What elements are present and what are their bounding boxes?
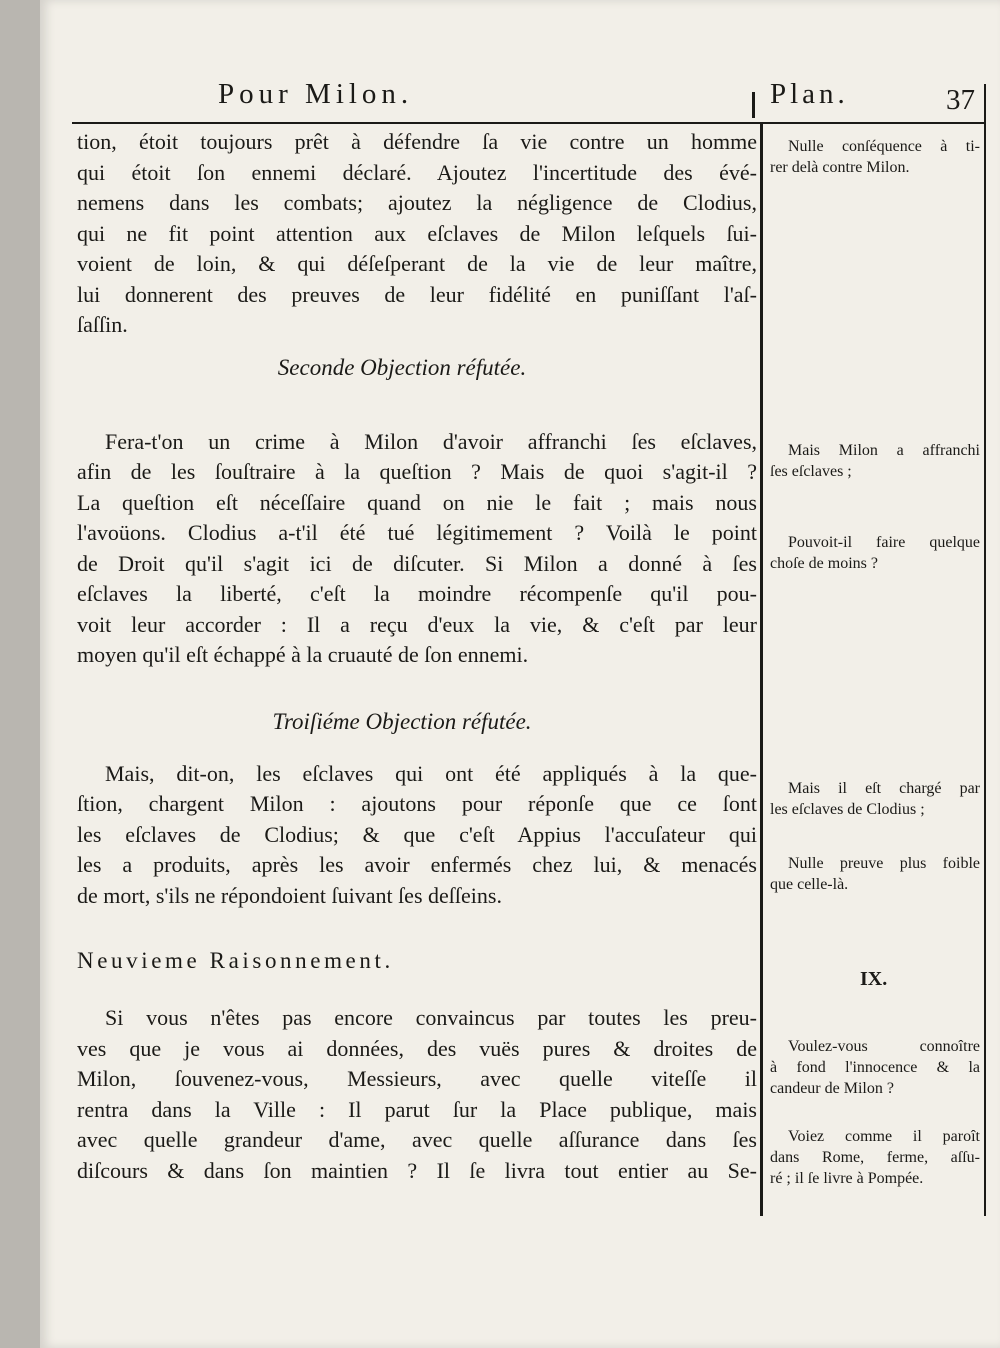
text-line: de mort, s'ils ne répondoient ſuivant ſes deſſeins. xyxy=(77,882,502,908)
header-divider xyxy=(752,92,755,118)
margin-note-line: Nulle conſéquence à ti- xyxy=(788,138,980,155)
paragraph-3 xyxy=(77,759,757,912)
text-line: Mais, dit-on, les eſclaves qui ont été appliqués à la que- xyxy=(105,760,757,786)
margin-note xyxy=(770,853,980,895)
margin-note xyxy=(770,1036,980,1099)
margin-note-line: rer delà contre Milon. xyxy=(770,159,910,176)
text-line: avec quelle grandeur d'ame, avec quelle aſſurance dans ſes xyxy=(77,1127,757,1152)
margin-note-line: Nulle preuve plus foible xyxy=(788,855,980,872)
margin-numeral: IX. xyxy=(860,968,888,990)
text-line: rentra dans la Ville : Il parut ſur la Place publique, mais xyxy=(77,1096,757,1122)
text-line: l'avoüons. Clodius a-t'il été tué légitimement ? Voilà le point xyxy=(77,520,757,545)
text-line: ſtion, chargent Milon : ajoutons pour réponſe que ce ſont xyxy=(77,791,757,816)
running-head-right: Plan. xyxy=(770,78,849,110)
margin-note-line: Voulez-vous connoître xyxy=(788,1038,980,1055)
text-line: diſcours & dans ſon maintien ? Il ſe livra tout entier au Se- xyxy=(77,1157,757,1183)
margin-note-line: candeur de Milon ? xyxy=(770,1080,894,1097)
spacer xyxy=(77,749,757,759)
subheading-third-objection: Troiſiéme Objection réfutée. xyxy=(272,708,532,734)
margin-note-line: à fond l'innocence & la xyxy=(770,1059,980,1076)
text-line: moyen qu'il eſt échappé à la cruauté de ſon ennemi. xyxy=(77,642,529,667)
margin-note xyxy=(770,440,980,482)
spacer xyxy=(77,911,757,931)
margin-note-line: ſes eſclaves ; xyxy=(770,463,852,480)
margin-note-line: Mais il eſt chargé par xyxy=(788,780,980,797)
margin-note-line: que celle-là. xyxy=(770,876,849,893)
spacer xyxy=(77,395,757,427)
main-text-column xyxy=(77,127,757,1186)
page-number: 37 xyxy=(946,84,975,116)
header-rule xyxy=(72,122,984,124)
margin-note-line: dans Rome, ferme, aſſu- xyxy=(770,1149,980,1166)
margin-note xyxy=(770,532,980,574)
paragraph-1 xyxy=(77,127,757,341)
margin-note xyxy=(770,1126,980,1189)
margin-note xyxy=(770,778,980,820)
spacer xyxy=(77,991,757,1003)
margin-note-line: choſe de moins ? xyxy=(770,555,878,572)
text-line: les eſclaves de Clodius; & que c'eſt Appius l'accuſateur qui xyxy=(77,821,757,847)
text-line: Milon, ſouvenez-vous, Messieurs, avec quelle viteſſe il xyxy=(77,1066,757,1091)
margin-note-line: Pouvoit-il faire quelque xyxy=(788,534,980,551)
margin-column-rule xyxy=(760,124,763,1216)
text-line: de Droit qu'il s'agit ici de diſcuter. Si Milon a donné à ſes xyxy=(77,550,757,576)
margin-note-line: Mais Milon a affranchi xyxy=(788,442,980,459)
margin-note-line: ré ; il ſe livre à Pompée. xyxy=(770,1170,924,1187)
margin-note xyxy=(770,136,980,178)
text-line: Fera-t'on un crime à Milon d'avoir affranchi ſes eſclaves, xyxy=(105,428,757,454)
text-line: ſaſſin. xyxy=(77,312,128,337)
paragraph-2 xyxy=(77,427,757,671)
text-line: qui étoit ſon ennemi déclaré. Ajoutez l'incertitude des évé- xyxy=(77,159,757,185)
text-line: afin de les ſouſtraire à la queſtion ? Mais de quoi s'agit-il ? xyxy=(77,459,757,484)
text-line: les a produits, après les avoir enfermés chez lui, & menacés xyxy=(77,852,757,877)
section-heading-ninth-argument: Neuvieme Raisonnement. xyxy=(77,948,394,973)
text-line: lui donnerent des preuves de leur fidélité en puniſſant l'aſ- xyxy=(77,281,757,307)
text-line: qui ne fit point attention aux eſclaves de Milon leſquels ſui- xyxy=(77,220,757,246)
text-line: voit leur accorder : Il a reçu d'eux la vie, & c'eſt par leur xyxy=(77,611,757,637)
text-line: voient de loin, & qui déſeſperant de la vie de leur maître, xyxy=(77,251,757,276)
text-line: La queſtion eſt néceſſaire quand on nie le fait ; mais nous xyxy=(77,489,757,515)
text-line: ves que je vous ai données, des vuës pures & droites de xyxy=(77,1035,757,1061)
running-head-left: Pour Milon. xyxy=(218,78,414,110)
text-line: tion, étoit toujours prêt à défendre ſa vie contre un homme xyxy=(77,129,757,154)
text-line: nemens dans les combats; ajoutez la négligence de Clodius, xyxy=(77,190,757,215)
spacer xyxy=(77,671,757,695)
margin-note-line: Voiez comme il paroît xyxy=(788,1128,980,1145)
outer-rule xyxy=(984,84,986,1216)
paragraph-4 xyxy=(77,1003,757,1186)
subheading-second-objection: Seconde Objection réfutée. xyxy=(277,354,527,380)
text-line: eſclaves la liberté, c'eſt la moindre récompenſe qu'il pou- xyxy=(77,581,757,606)
margin-note-line: les eſclaves de Clodius ; xyxy=(770,801,925,818)
text-line: Si vous n'êtes pas encore convaincus par toutes les preu- xyxy=(105,1005,757,1030)
